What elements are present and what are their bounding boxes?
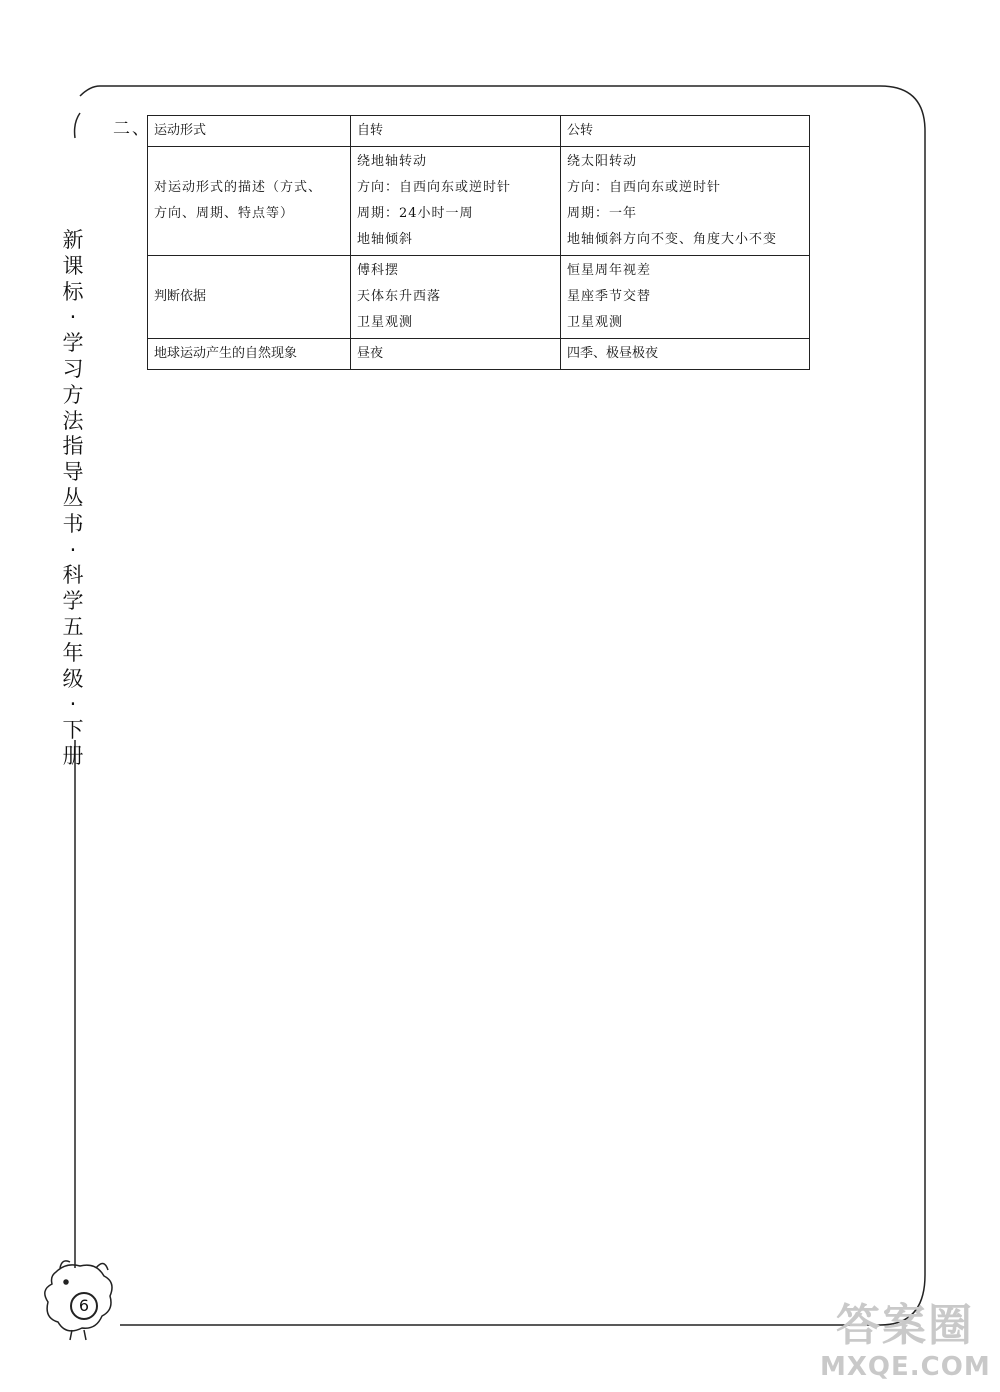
side-title-char: 课	[62, 253, 84, 278]
side-title-char: 学	[62, 331, 84, 356]
description-revolution-cell	[561, 147, 810, 256]
cell-line: 地轴倾斜	[357, 232, 414, 247]
cell-line: 方向：自西向东或逆时针	[357, 180, 512, 195]
side-title-char: 科	[62, 563, 84, 588]
earth-motion-table	[147, 115, 810, 370]
table-row-phenomena	[148, 339, 810, 370]
side-title-char: 书	[62, 511, 84, 536]
side-title-char: 级	[62, 666, 84, 691]
table-row-header	[148, 116, 810, 147]
evidence-rotation-cell	[351, 256, 561, 339]
evidence-label-cell: 判断依据	[148, 256, 351, 339]
side-title-char: 标	[62, 279, 84, 304]
watermark-bottom: MXQE.COM	[820, 1352, 991, 1382]
description-label-line: 对运动形式的描述（方式、	[154, 180, 323, 195]
side-title-char: 指	[62, 434, 84, 459]
cell-line: 恒星周年视差	[567, 263, 652, 278]
phenomena-rotation-cell: 昼夜	[351, 339, 561, 370]
side-title-char: 五	[62, 614, 84, 639]
header-rotation-cell: 自转	[351, 116, 561, 147]
side-title-char: 学	[62, 589, 84, 614]
evidence-revolution-cell	[561, 256, 810, 339]
header-label-cell: 运动形式	[148, 116, 351, 147]
cell-line: 傅科摆	[357, 263, 400, 278]
description-label-cell	[148, 147, 351, 256]
header-revolution-cell: 公转	[561, 116, 810, 147]
side-title-char: ·	[69, 305, 77, 330]
side-title-char: ·	[69, 692, 77, 717]
page-number: 6	[70, 1292, 98, 1320]
section-number: 二、	[113, 119, 151, 139]
table-row-description	[148, 147, 810, 256]
cell-line: 周期：24小时一周	[357, 206, 474, 221]
book-series-title	[56, 228, 90, 770]
phenomena-revolution-cell: 四季、极昼极夜	[561, 339, 810, 370]
cell-line: 卫星观测	[357, 315, 414, 330]
cell-line: 星座季节交替	[567, 289, 652, 304]
cell-line: 地轴倾斜方向不变、角度大小不变	[567, 232, 778, 247]
side-title-char: 册	[62, 743, 84, 768]
side-title-char: 习	[62, 356, 84, 381]
phenomena-label-cell: 地球运动产生的自然现象	[148, 339, 351, 370]
side-title-char: 新	[62, 228, 84, 252]
side-title-char: 年	[62, 640, 84, 665]
side-title-char: 法	[62, 408, 84, 433]
cell-line: 方向：自西向东或逆时针	[567, 180, 722, 195]
side-title-char: 下	[62, 718, 84, 743]
description-rotation-cell	[351, 147, 561, 256]
cell-line: 卫星观测	[567, 315, 624, 330]
side-title-char: 方	[62, 382, 84, 407]
cell-line: 天体东升西落	[357, 289, 442, 304]
table-row-evidence	[148, 256, 810, 339]
cell-line: 绕太阳转动	[567, 154, 638, 169]
watermark	[820, 1300, 990, 1382]
side-title-char: ·	[69, 537, 77, 562]
description-label-line: 方向、周期、特点等）	[154, 206, 295, 221]
watermark-top: 答案圈	[836, 1300, 974, 1351]
cell-line: 周期：一年	[567, 206, 638, 221]
cell-line: 绕地轴转动	[357, 154, 428, 169]
side-title-char: 导	[62, 460, 84, 485]
side-title-char: 丛	[62, 485, 84, 510]
